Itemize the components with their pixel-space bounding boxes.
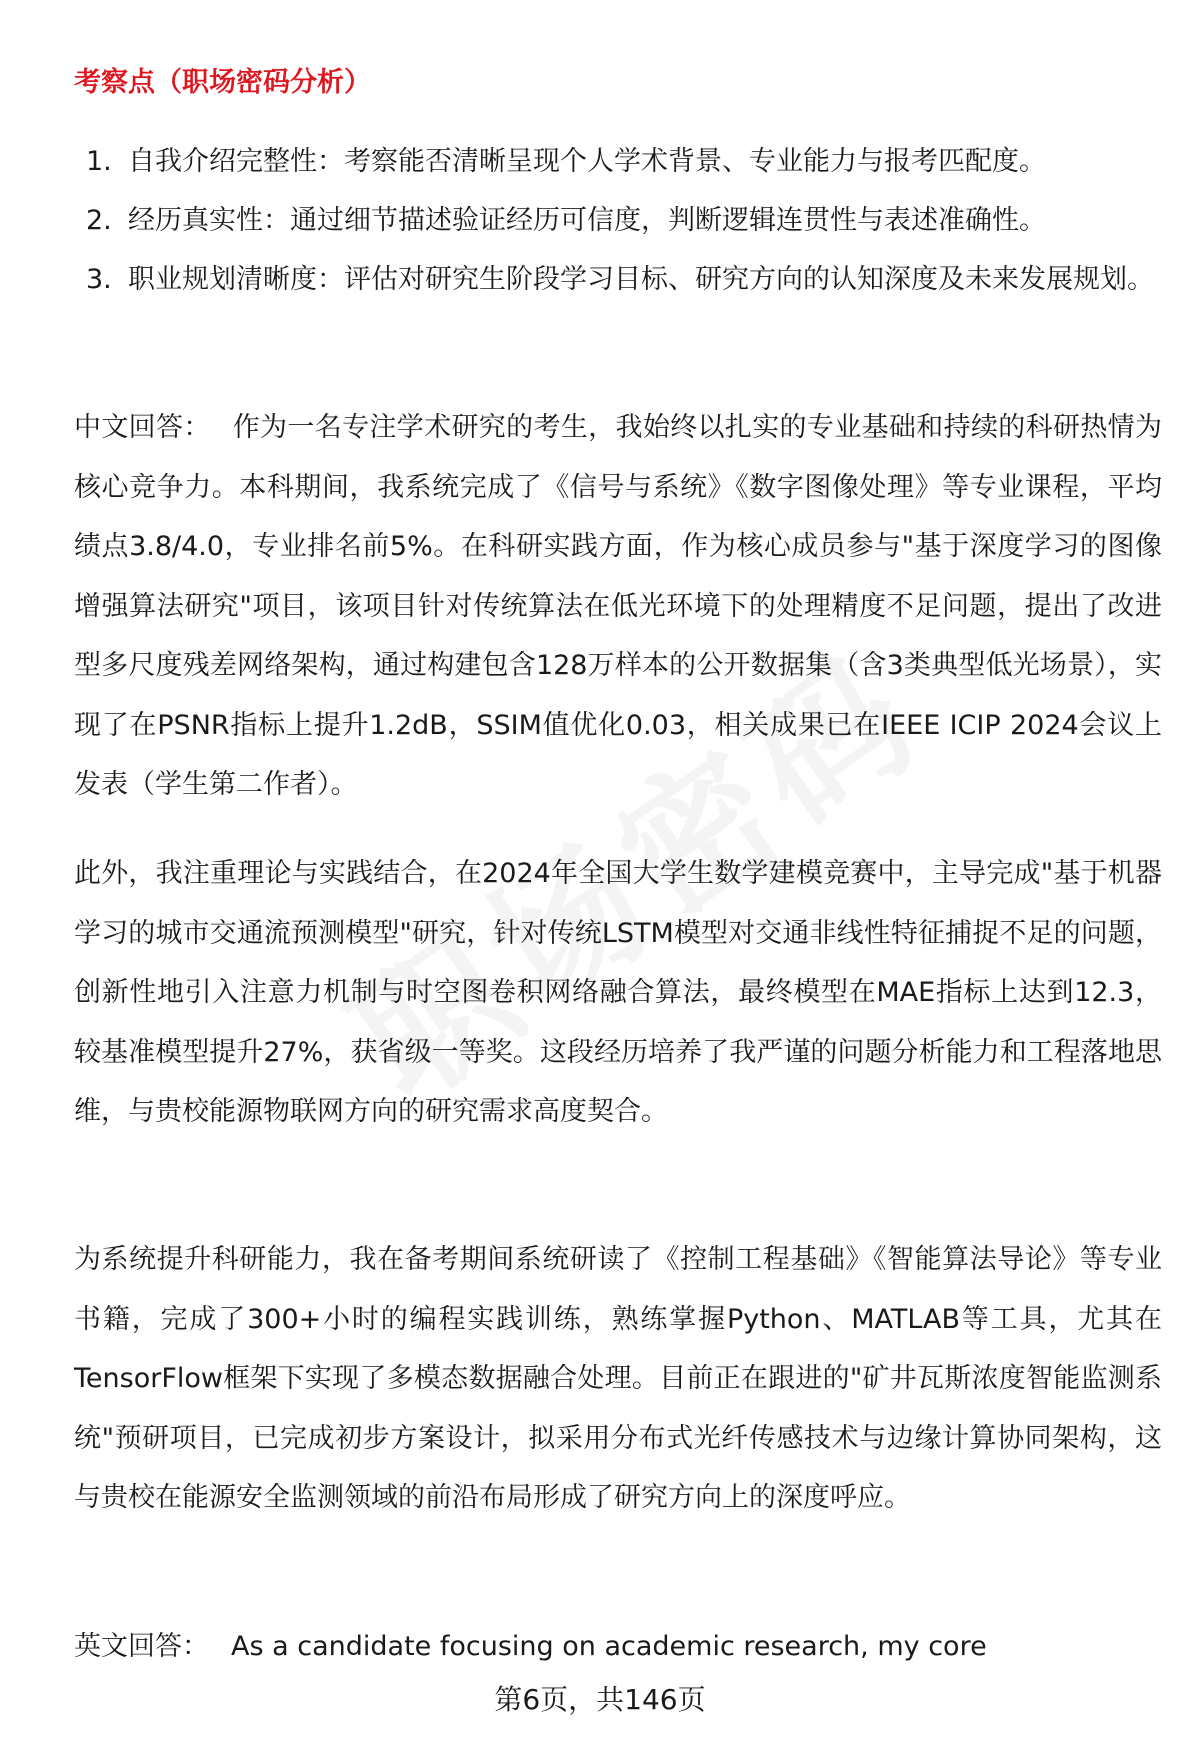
list-item-text: 经历真实性：通过细节描述验证经历可信度，判断逻辑连贯性与表述准确性。 [128,205,1046,236]
section-heading: 考察点（职场密码分析） [74,67,371,98]
paragraph-text: 此外，我注重理论与实践结合，在2024年全国大学生数学建模竞赛中，主导完成"基于机器学习的城市交通流预测模型"研究，针对传统LSTM模型对交通非线性特征捕捉不足的问题，创新性地引入注意力机制与时空图卷积网络融合算法，最终模型在MAE指标上达到12.3，较基准模型提升27%，获省级一等奖。这段经历培养了我严谨的问题分析能力和工程落地思维，与贵校能源物联网方向的研究需求高度契合。 [74,858,1162,1127]
list-number: 2. [86,205,112,236]
paragraph-text: 作为一名专注学术研究的考生，我始终以扎实的专业基础和持续的科研热情为核心竞争力。本科期间，我系统完成了《信号与系统》《数字图像处理》等专业课程，平均绩点3.8/4.0，专业排名前5%。在科研实践方面，作为核心成员参与"基于深度学习的图像增强算法研究"项目，该项目针对传统算法在低光环境下的处理精度不足问题，提出了改进型多尺度残差网络架构，通过构建包含128万样本的公开数据集（含3类典型低光场景），实现了在PSNR指标上提升1.2dB，SSIM值优化0.03，相关成果已在IEEE ICIP 2024会议上发表（学生第二作者）。 [74,412,1163,800]
chinese-answer-label: 中文回答： [74,412,211,443]
list-number: 1. [86,146,112,177]
paragraph-text: 为系统提升科研能力，我在备考期间系统研读了《控制工程基础》《智能算法导论》等专业书籍，完成了300+小时的编程实践训练，熟练掌握Python、MATLAB等工具，尤其在TensorFlow框架下实现了多模态数据融合处理。目前正在跟进的"矿井瓦斯浓度智能监测系统"预研项目，已完成初步方案设计，拟采用分布式光纤传感技术与边缘计算协同架构，这与贵校在能源安全监测领域的前沿布局形成了研究方向上的深度呼应。 [74,1244,1162,1513]
english-answer-paragraph [74,1617,1162,1677]
chinese-answer-paragraph-1 [74,398,1162,815]
list-item [74,191,1154,250]
list-item-text: 自我介绍完整性：考察能否清晰呈现个人学术背景、专业能力与报考匹配度。 [128,146,1046,177]
english-answer-label: 英文回答： [74,1631,209,1662]
paragraph-text: As a candidate focusing on academic research, my core [231,1631,987,1662]
list-number: 3. [86,264,112,295]
list-item-text: 职业规划清晰度：评估对研究生阶段学习目标、研究方向的认知深度及未来发展规划。 [128,264,1154,295]
list-item [74,250,1154,309]
list-item [74,132,1154,191]
chinese-answer-paragraph-2 [74,844,1162,1142]
assessment-points-list [74,132,1154,309]
chinese-answer-paragraph-3 [74,1230,1162,1528]
page-number: 第6页，共146页 [494,1683,706,1716]
